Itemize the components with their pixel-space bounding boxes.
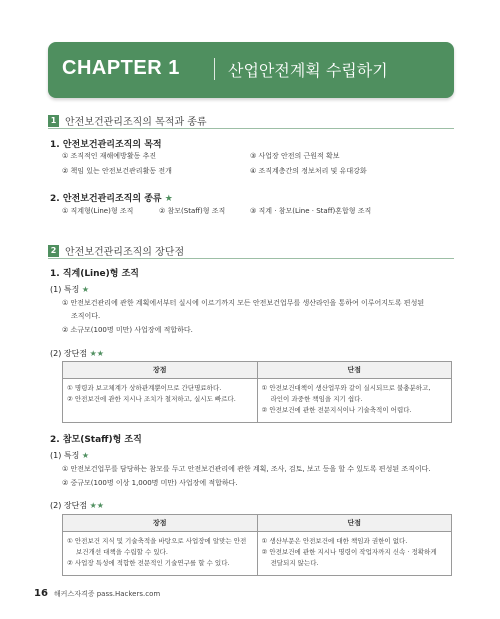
pros-item: ② 사업장 특성에 적합한 전문적인 기술연구를 할 수 있다.	[67, 559, 230, 567]
chapter-banner	[48, 42, 454, 98]
importance-star: ★★	[89, 349, 104, 358]
line-org-feature: ① 안전보건관리에 관한 계획에서부터 실시에 이르기까지 모든 안전보건업무를 생산라인을 통하여 이루어지도록 편성된	[62, 299, 425, 307]
line-org-heading: 1. 직계(Line)형 조직	[50, 269, 139, 279]
pros-item: ① 명령과 보고체계가 상하관계뿐이므로 간단명료하다.	[67, 384, 222, 392]
staff-org-heading: 2. 참모(Staff)형 조직	[50, 435, 142, 445]
importance-star: ★	[81, 451, 90, 460]
chapter-label: CHAPTER 1	[62, 57, 180, 79]
importance-star: ★	[164, 194, 173, 204]
pros-cell	[63, 379, 258, 423]
cons-item: ① 안전보건대책이 생산업무와 같이 실시되므로 불충분하고,	[261, 384, 431, 392]
page-footer	[34, 588, 160, 599]
section-2-title: 안전보건관리조직의 장단점	[65, 247, 185, 258]
s1-sub2-item: ③ 직계 · 참모(Line · Staff)혼합형 조직	[250, 207, 372, 215]
staff-org-pros-cons-table	[62, 514, 452, 576]
section-2-number: 2	[48, 245, 59, 257]
pros-cell	[63, 532, 258, 576]
section-1-number: 1	[48, 115, 59, 127]
footer-source: 해커스자격증 pass.Hackers.com	[53, 589, 161, 598]
pros-header: 장점	[63, 515, 258, 532]
section-2-header	[48, 243, 184, 258]
section-1-rule	[48, 128, 454, 129]
cons-cell	[257, 532, 452, 576]
cons-item: ① 생산부문은 안전보건에 대한 책임과 권한이 없다.	[261, 537, 408, 545]
staff-org-features-label	[50, 450, 89, 461]
pros-item: ② 안전보건에 관한 지시나 조치가 철저하고, 실시도 빠르다.	[67, 395, 236, 403]
line-org-pros-cons-table	[62, 361, 452, 423]
pros-cons-label: (2) 장단점	[50, 349, 88, 358]
section-1-header	[48, 113, 207, 128]
staff-org-feature: ① 안전보건업무를 담당하는 참모를 두고 안전보건관리에 관한 계획, 조사, 검토, 보고 등을 할 수 있도록 편성된 조직이다.	[62, 465, 431, 473]
cons-header: 단점	[257, 362, 452, 379]
cons-item: ② 안전보건에 관한 지시나 명령이 작업자까지 신속 · 정확하게	[261, 548, 437, 556]
s1-sub2-heading: 2. 안전보건관리조직의 종류	[50, 194, 162, 204]
banner-divider	[214, 58, 215, 80]
s1-sub1-heading: 1. 안전보건관리조직의 목적	[50, 140, 162, 150]
section-1-title: 안전보건관리조직의 목적과 종류	[65, 117, 207, 128]
cons-item: ② 안전보건에 관한 전문지식이나 기술축적이 어렵다.	[261, 406, 412, 414]
s1-sub1-item: ② 책임 있는 안전보건관리활동 전개	[62, 167, 172, 175]
s1-sub2-heading-wrap	[50, 191, 173, 204]
staff-org-pc-label	[50, 500, 104, 511]
section-2-rule	[48, 258, 454, 259]
line-org-features-label	[50, 284, 89, 295]
line-org-feature: 조직이다.	[71, 312, 101, 320]
cons-item: 라인이 과중한 책임을 지기 쉽다.	[270, 395, 363, 403]
cons-header: 단점	[257, 515, 452, 532]
chapter-title: 산업안전계획 수립하기	[228, 61, 388, 80]
staff-org-feature: ② 중규모(100명 이상 1,000명 미만) 사업장에 적합하다.	[62, 479, 238, 487]
pros-header: 장점	[63, 362, 258, 379]
line-org-pc-label	[50, 348, 104, 359]
features-label: (1) 특징	[50, 451, 80, 460]
cons-item: 전달되지 않는다.	[270, 559, 319, 567]
pros-cons-label: (2) 장단점	[50, 501, 88, 510]
s1-sub2-item: ① 직계형(Line)형 조직	[62, 207, 134, 215]
pros-item: ① 안전보건 지식 및 기술축적을 바탕으로 사업장에 알맞는 안전	[67, 537, 247, 545]
features-label: (1) 특징	[50, 285, 80, 294]
importance-star: ★	[81, 285, 90, 294]
s1-sub1-item: ④ 조직계층간의 정보처리 및 유대강화	[250, 167, 367, 175]
s1-sub1-item: ③ 사업장 안전의 근원적 확보	[250, 152, 340, 160]
importance-star: ★★	[89, 501, 104, 510]
cons-cell	[257, 379, 452, 423]
s1-sub2-item: ② 참모(Staff)형 조직	[159, 207, 226, 215]
pros-item: 보건개선 대책을 수립할 수 있다.	[76, 548, 168, 556]
page-number: 16	[34, 588, 48, 599]
s1-sub1-item: ① 조직적인 재해예방활동 추진	[62, 152, 157, 160]
line-org-feature: ② 소규모(100명 미만) 사업장에 적합하다.	[62, 326, 193, 334]
